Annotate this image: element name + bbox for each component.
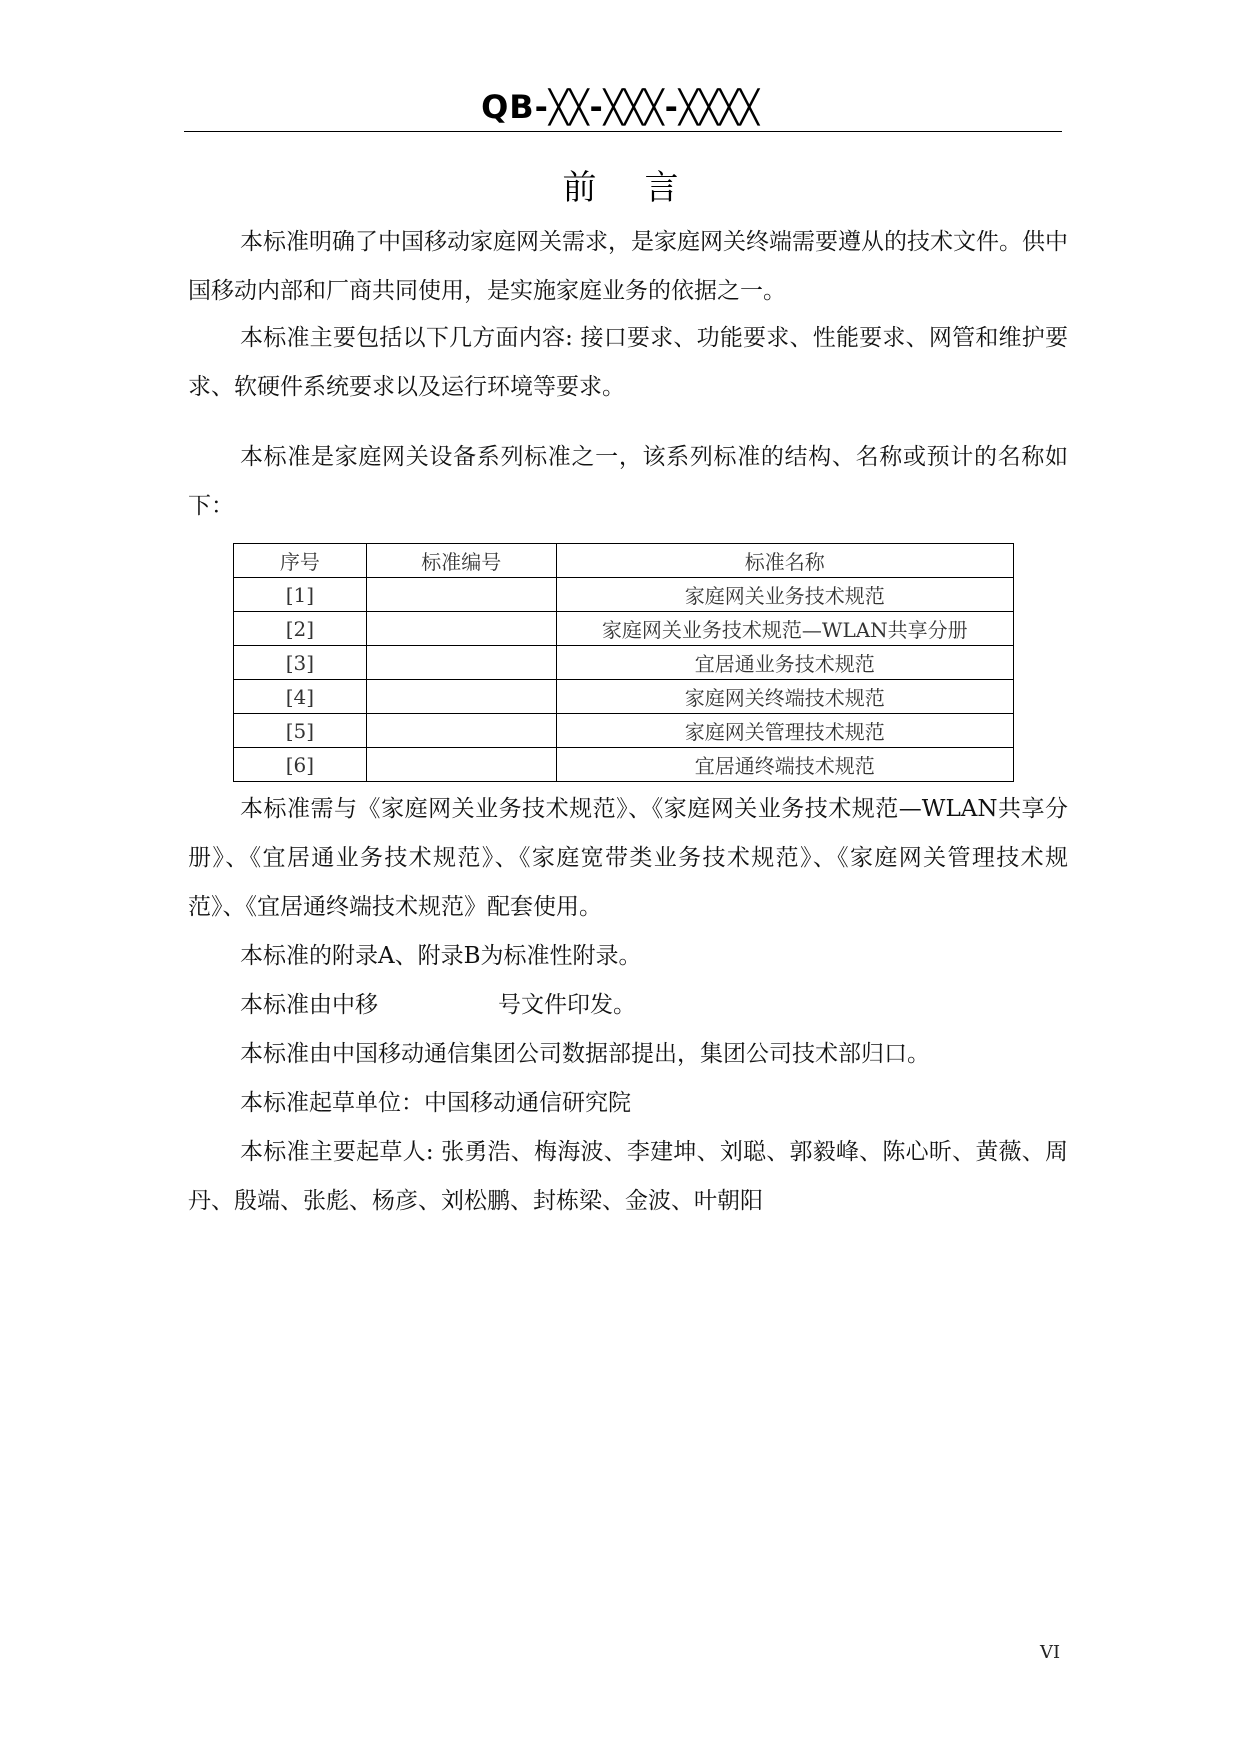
cell-name: 家庭网关业务技术规范—WLAN共享分册 — [556, 612, 1013, 646]
issued-prefix: 本标准由中移 — [240, 992, 378, 1018]
paragraph-drafting-unit: 本标准起草单位：中国移动通信研究院 — [240, 1090, 631, 1116]
cell-index: [4] — [234, 680, 367, 714]
table-row — [234, 578, 1014, 612]
cell-name: 家庭网关业务技术规范 — [556, 578, 1013, 612]
paragraph-related-standards: 本标准需与《家庭网关业务技术规范》、《家庭网关业务技术规范—WLAN共享分册》、《宜居通业务技术规范》、《家庭宽带类业务技术规范》、《家庭网关管理技术规范》、《宜居通终端技术规范》配套使用。 — [188, 796, 1068, 920]
cell-index: [5] — [234, 714, 367, 748]
paragraph-appendix: 本标准的附录A、附录B为标准性附录。 — [240, 943, 642, 969]
paragraph-scope: 本标准明确了中国移动家庭网关需求，是家庭网关终端需要遵从的技术文件。供中国移动内部和厂商共同使用，是实施家庭业务的依据之一。 — [188, 229, 1068, 304]
paragraph-issued — [188, 981, 1068, 1030]
cell-name: 家庭网关管理技术规范 — [556, 714, 1013, 748]
standards-table — [233, 543, 1014, 782]
cell-name: 宜居通业务技术规范 — [556, 646, 1013, 680]
paragraph-drafters: 本标准主要起草人: 张勇浩、梅海波、李建坤、刘聪、郭毅峰、陈心昕、黄薇、周丹、殷端、张彪、杨彦、刘松鹏、封栋梁、金波、叶朝阳 — [188, 1139, 1068, 1214]
cell-index: [1] — [234, 578, 367, 612]
cell-index: [2] — [234, 612, 367, 646]
header-name: 标准名称 — [556, 544, 1013, 578]
cell-number — [366, 612, 556, 646]
table-row — [234, 646, 1014, 680]
table-row — [234, 680, 1014, 714]
header-divider — [184, 131, 1062, 132]
table-header-row — [234, 544, 1014, 578]
document-code: QB-╳╳-╳╳╳-╳╳╳╳ — [481, 88, 760, 126]
cell-number — [366, 714, 556, 748]
paragraph-series: 本标准是家庭网关设备系列标准之一，该系列标准的结构、名称或预计的名称如下： — [188, 444, 1068, 519]
cell-name: 家庭网关终端技术规范 — [556, 680, 1013, 714]
table-row — [234, 612, 1014, 646]
cell-number — [366, 578, 556, 612]
cell-name: 宜居通终端技术规范 — [556, 748, 1013, 782]
header-index: 序号 — [234, 544, 367, 578]
page-number: VI — [1040, 1642, 1061, 1663]
cell-index: [6] — [234, 748, 367, 782]
table-row — [234, 748, 1014, 782]
header-number: 标准编号 — [366, 544, 556, 578]
page-title: 前言 — [562, 168, 727, 208]
cell-index: [3] — [234, 646, 367, 680]
table-row — [234, 714, 1014, 748]
paragraph-contents: 本标准主要包括以下几方面内容: 接口要求、功能要求、性能要求、网管和维护要求、软硬件系统要求以及运行环境等要求。 — [188, 325, 1068, 400]
cell-number — [366, 748, 556, 782]
issued-suffix: 号文件印发。 — [498, 992, 636, 1018]
cell-number — [366, 680, 556, 714]
paragraph-proposer: 本标准由中国移动通信集团公司数据部提出，集团公司技术部归口。 — [240, 1041, 930, 1067]
cell-number — [366, 646, 556, 680]
